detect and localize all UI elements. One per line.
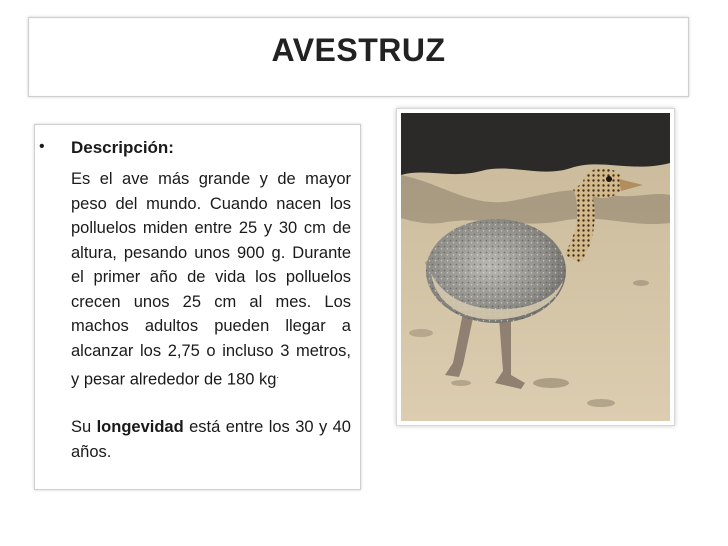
- chick-eye: [606, 176, 612, 182]
- description-text: Es el ave más grande y de mayor peso del mundo. Cuando nacen los polluelos miden entre 25 y 30 cm de altura, pesando unos 900 g. Durante el primer año de vida los polluelos crecen unos 25 cm al mes. Los machos adultos pueden llegar a alcanzar los 2,75 o incluso 3 metros, y pesar alrededor de 180 kg: [71, 170, 351, 389]
- ostrich-chick-photo: [401, 113, 670, 421]
- longevity-paragraph: [71, 415, 351, 464]
- chick-head: [583, 168, 623, 198]
- description-end-dot: .: [276, 370, 279, 380]
- ostrich-photo-frame: [396, 108, 675, 426]
- description-paragraph: [71, 167, 351, 392]
- slide-title: AVESTRUZ: [271, 32, 446, 68]
- longevity-suffix: está entre los 30 y 40 años.: [71, 418, 351, 461]
- bullet-icon: •: [39, 138, 45, 155]
- title-box: [28, 17, 689, 97]
- longevity-keyword: longevidad: [96, 418, 184, 436]
- description-heading: Descripción:: [71, 138, 174, 157]
- description-box: [34, 124, 361, 490]
- dark-rock: [401, 113, 670, 175]
- chick-feather-speckles: [426, 219, 566, 323]
- longevity-prefix: Su: [71, 418, 97, 436]
